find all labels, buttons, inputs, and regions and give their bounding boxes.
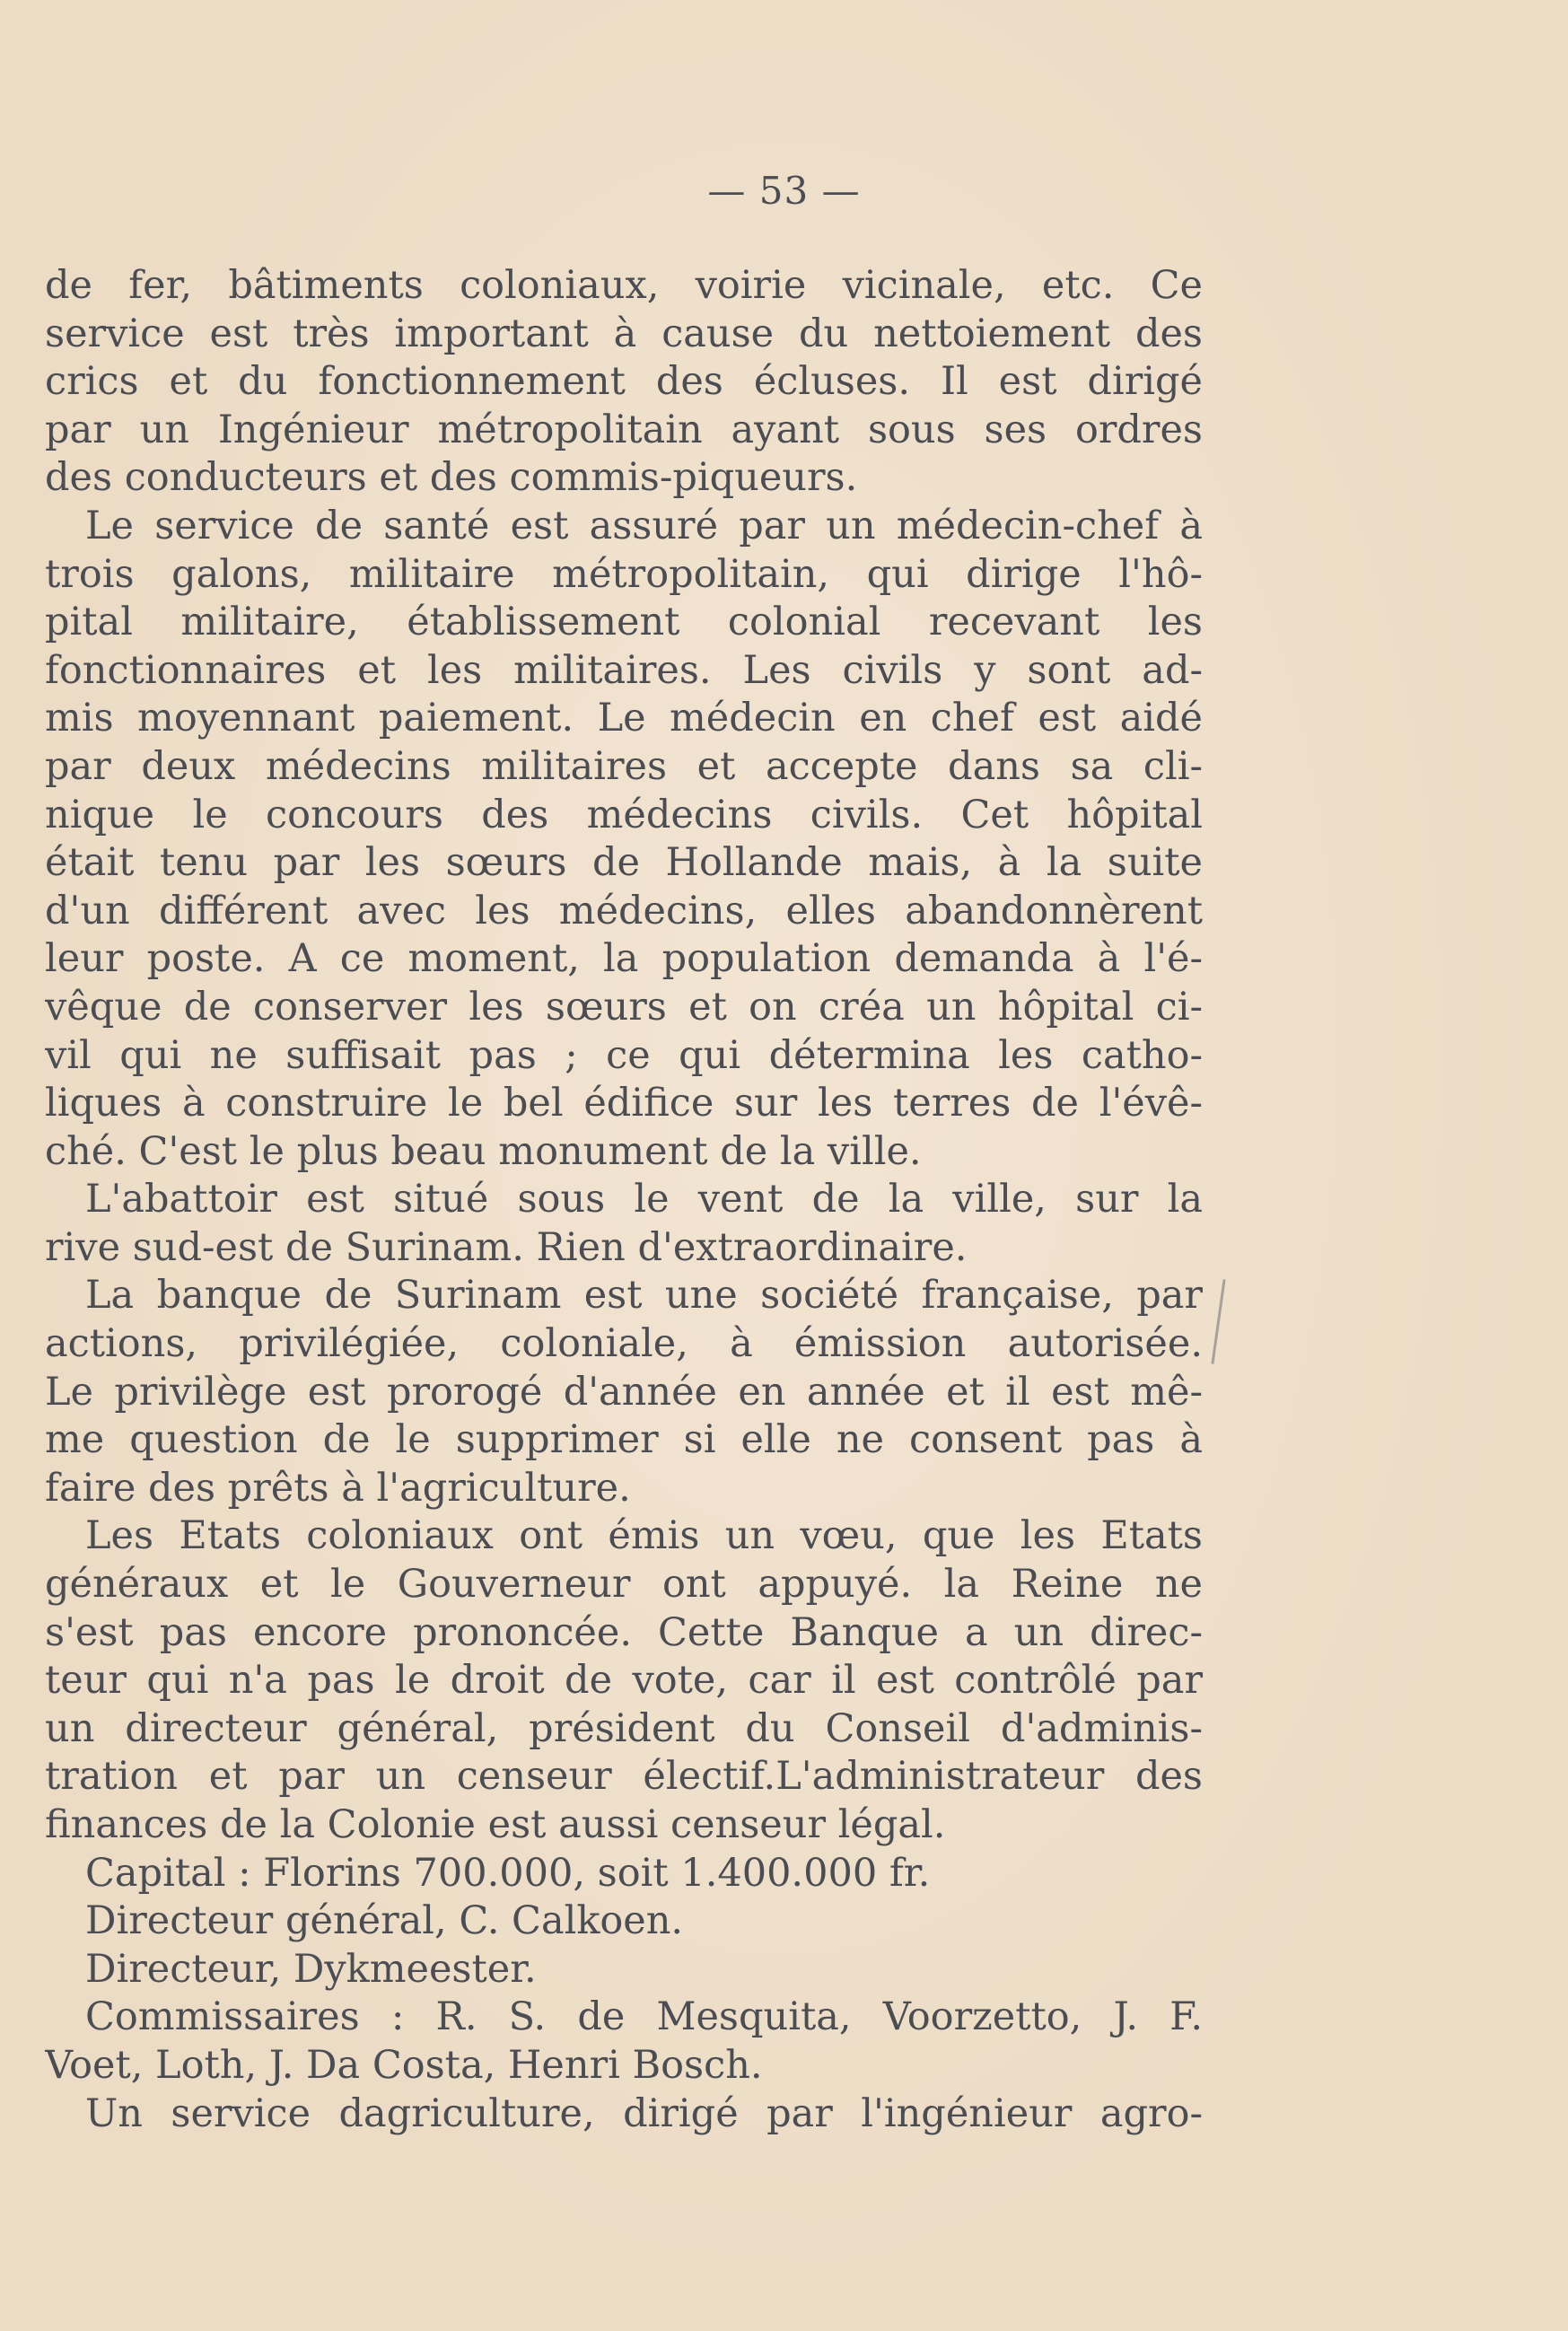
text-line: faire des prêts à l'agriculture. — [45, 1465, 631, 1511]
text-line: vêque de conserver les sœurs et on créa un hôpital ci- — [45, 984, 1203, 1030]
text-line: Directeur, Dykmeester. — [85, 1946, 537, 1992]
text-line: L'abattoir est situé sous le vent de la ville, sur la — [85, 1177, 1203, 1222]
text-line: nique le concours des médecins civils. Cet hôpital — [45, 792, 1203, 837]
text-line: actions, privilégiée, coloniale, à émission autorisée. — [45, 1321, 1203, 1367]
text-line: mis moyennant paiement. Le médecin en chef est aidé — [45, 696, 1203, 741]
text-line: rive sud-est de Surinam. Rien d'extraordinaire. — [45, 1224, 968, 1270]
text-line: d'un différent avec les médecins, elles abandonnèrent — [45, 888, 1203, 933]
text-line: par un Ingénieur métropolitain ayant sous ses ordres — [45, 407, 1203, 452]
text-line: généraux et le Gouverneur ont appuyé. la Reine ne — [45, 1562, 1203, 1608]
text-line: Directeur général, C. Calkoen. — [85, 1898, 684, 1944]
text-line: service est très important à cause du nettoiement des — [45, 311, 1203, 356]
text-line: me question de le supprimer si elle ne consent pas à — [45, 1417, 1203, 1463]
text-line: des conducteurs et des commis-piqueurs. — [45, 455, 858, 501]
text-line: Voet, Loth, J. Da Costa, Henri Bosch. — [45, 2042, 763, 2088]
text-line: Les Etats coloniaux ont émis un vœu, que les Etats — [85, 1513, 1203, 1559]
text-line: La banque de Surinam est une société française, par — [85, 1273, 1203, 1319]
text-line: liques à construire le bel édifice sur les terres de l'évê- — [45, 1081, 1203, 1126]
text-line: Un service dagriculture, dirigé par l'ingénieur agro- — [85, 2090, 1203, 2136]
text-line: par deux médecins militaires et accepte dans sa cli- — [45, 743, 1203, 789]
text-line: trois galons, militaire métropolitain, qui dirige l'hô- — [45, 551, 1203, 597]
text-line: leur poste. A ce moment, la population demanda à l'é- — [45, 936, 1203, 982]
text-line: ché. C'est le plus beau monument de la ville. — [45, 1128, 922, 1174]
margin-pencil-mark — [1211, 1279, 1225, 1363]
text-line: était tenu par les sœurs de Hollande mais, à la suite — [45, 840, 1203, 886]
body-text — [45, 262, 1203, 2138]
text-line: un directeur général, président du Conseil d'adminis- — [45, 1705, 1203, 1751]
text-line: Le privilège est prorogé d'année en année et il est mê- — [45, 1369, 1203, 1415]
page-number: — 53 — — [707, 169, 861, 213]
text-line: Commissaires : R. S. de Mesquita, Voorzetto, J. F. — [85, 1994, 1203, 2040]
text-line: pital militaire, établissement colonial recevant les — [45, 600, 1203, 645]
text-line: de fer, bâtiments coloniaux, voirie vicinale, etc. Ce — [45, 263, 1203, 308]
text-line: vil qui ne suffisait pas ; ce qui détermina les catho- — [45, 1032, 1203, 1078]
text-line: teur qui n'a pas le droit de vote, car il est contrôlé par — [45, 1658, 1203, 1704]
text-line: crics et du fonctionnement des écluses. Il est dirigé — [45, 359, 1203, 405]
text-line: tration et par un censeur électif.L'administrateur des — [45, 1754, 1203, 1800]
text-line: Capital : Florins 700.000, soit 1.400.000 fr. — [85, 1850, 931, 1896]
text-line: fonctionnaires et les militaires. Les civils y sont ad- — [45, 647, 1203, 693]
text-line: Le service de santé est assuré par un médecin-chef à — [85, 503, 1203, 548]
text-line: s'est pas encore prononcée. Cette Banque a un direc- — [45, 1609, 1203, 1655]
text-line: finances de la Colonie est aussi censeur légal. — [45, 1802, 946, 1847]
